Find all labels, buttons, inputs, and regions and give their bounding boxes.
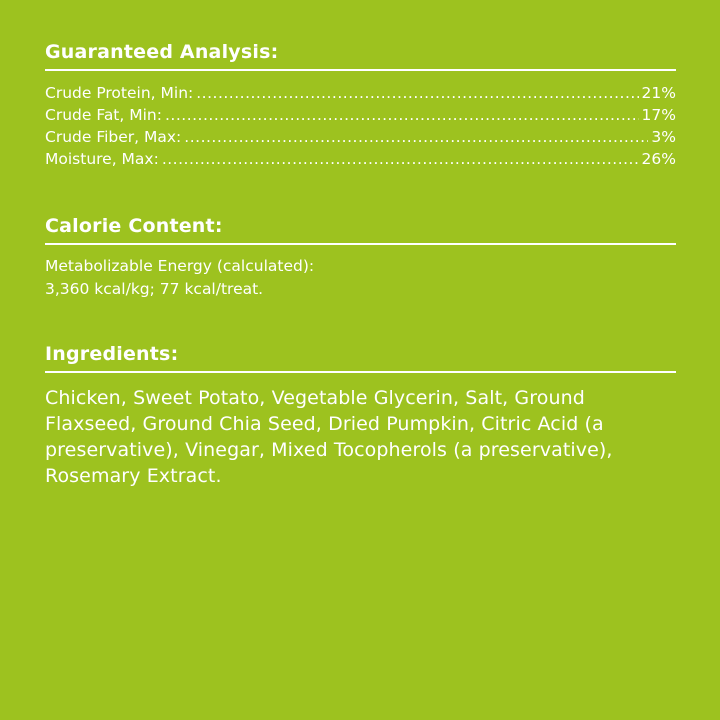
calorie-line-energy-value: 3,360 kcal/kg; 77 kcal/treat. [45, 280, 264, 298]
analysis-row-crude-fat [45, 104, 676, 126]
calorie-line-energy-label: Metabolizable Energy (calculated): [45, 257, 315, 275]
calorie-content-text [45, 255, 676, 301]
analysis-value: 3% [651, 128, 676, 146]
calorie-content-heading: Calorie Content: [45, 214, 676, 245]
guaranteed-analysis-section [45, 40, 676, 170]
analysis-label: Crude Fiber, Max: [45, 128, 182, 146]
ingredients-section [45, 342, 676, 508]
analysis-list [45, 82, 676, 170]
guaranteed-analysis-heading: Guaranteed Analysis: [45, 40, 676, 71]
dot-leader [165, 104, 639, 126]
ingredients-heading: Ingredients: [45, 342, 676, 373]
dot-leader [184, 126, 648, 148]
analysis-row-crude-protein [45, 82, 676, 104]
analysis-row-crude-fiber [45, 126, 676, 148]
analysis-value: 17% [641, 106, 676, 124]
analysis-label: Crude Protein, Min: [45, 84, 194, 102]
dot-leader [196, 82, 638, 104]
dot-leader [162, 148, 639, 170]
analysis-label: Moisture, Max: [45, 150, 159, 168]
analysis-value: 21% [641, 84, 676, 102]
calorie-content-section [45, 214, 676, 301]
ingredients-text: Chicken, Sweet Potato, Vegetable Glycerin, Salt, Ground Flaxseed, Ground Chia Seed, Dried Pumpkin, Citric Acid (a preservative), Vinegar, Mixed Tocopherols (a preservative), Rosemary Extract. [45, 387, 613, 487]
analysis-row-moisture [45, 148, 676, 170]
analysis-label: Crude Fat, Min: [45, 106, 162, 124]
analysis-value: 26% [641, 150, 676, 168]
